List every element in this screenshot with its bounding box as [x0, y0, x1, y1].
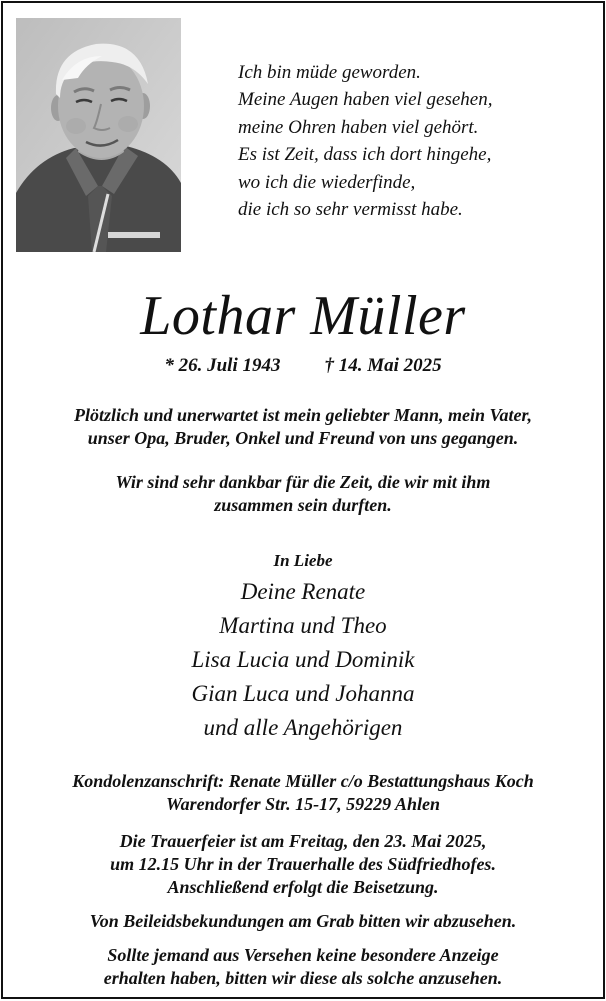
funeral-details [3, 830, 603, 899]
funeral-line: Die Trauerfeier ist am Freitag, den 23. Mai 2025, [119, 831, 487, 851]
funeral-line: Anschließend erfolgt die Beisetzung. [167, 877, 439, 897]
poem [238, 59, 492, 223]
note-line: Sollte jemand aus Versehen keine besondere Anzeige [107, 945, 499, 965]
mourners-list [3, 575, 603, 745]
mourner-name: Deine Renate [240, 579, 366, 604]
note-line: erhalten haben, bitten wir diese als solche anzusehen. [103, 968, 503, 988]
poem-line: Ich bin müde geworden. [238, 62, 421, 83]
condolence-address [3, 770, 603, 816]
announcement-line: Plötzlich und unerwartet ist mein geliebter Mann, mein Vater, [73, 405, 533, 425]
mourner-name: Gian Luca und Johanna [191, 681, 415, 706]
address-line: Kondolenzanschrift: Renate Müller c/o Bestattungshaus Koch [72, 771, 534, 791]
address-line: Warendorfer Str. 15-17, 59229 Ahlen [165, 794, 441, 814]
in-love-heading: In Liebe [273, 551, 333, 570]
poem-line: wo ich die wiederfinde, [238, 171, 416, 193]
gratitude-line: zusammen sein durften. [214, 495, 392, 515]
announcement-text [3, 404, 603, 450]
gratitude-line: Wir sind sehr dankbar für die Zeit, die wir mit ihm [115, 472, 491, 492]
birth-date: * 26. Juli 1943 [164, 355, 281, 376]
death-date: † 14. Mai 2025 [324, 355, 442, 376]
condolence-request [3, 910, 603, 933]
mourner-name: Martina und Theo [219, 613, 387, 638]
obituary-notice [1, 1, 605, 999]
deceased-name: Lothar Müller [140, 285, 466, 347]
poem-line: die ich so sehr vermisst habe. [238, 199, 463, 221]
life-dates [3, 353, 603, 379]
funeral-line: um 12.15 Uhr in der Trauerhalle des Südfriedhofes. [110, 854, 496, 874]
condolence-line: Von Beileidsbekundungen am Grab bitten wir abzusehen. [89, 911, 517, 931]
poem-line: Meine Augen haben viel gesehen, [238, 89, 493, 111]
announcement-line: unser Opa, Bruder, Onkel und Freund von uns gegangen. [87, 428, 519, 448]
poem-line: Es ist Zeit, dass ich dort hingehe, [238, 144, 492, 166]
mourner-name: und alle Angehörigen [203, 715, 403, 740]
portrait-photo [16, 18, 181, 252]
mourner-name: Lisa Lucia und Dominik [191, 647, 415, 672]
poem-line: meine Ohren haben viel gehört. [238, 116, 479, 138]
closing-note [3, 944, 603, 990]
gratitude-text [3, 471, 603, 517]
